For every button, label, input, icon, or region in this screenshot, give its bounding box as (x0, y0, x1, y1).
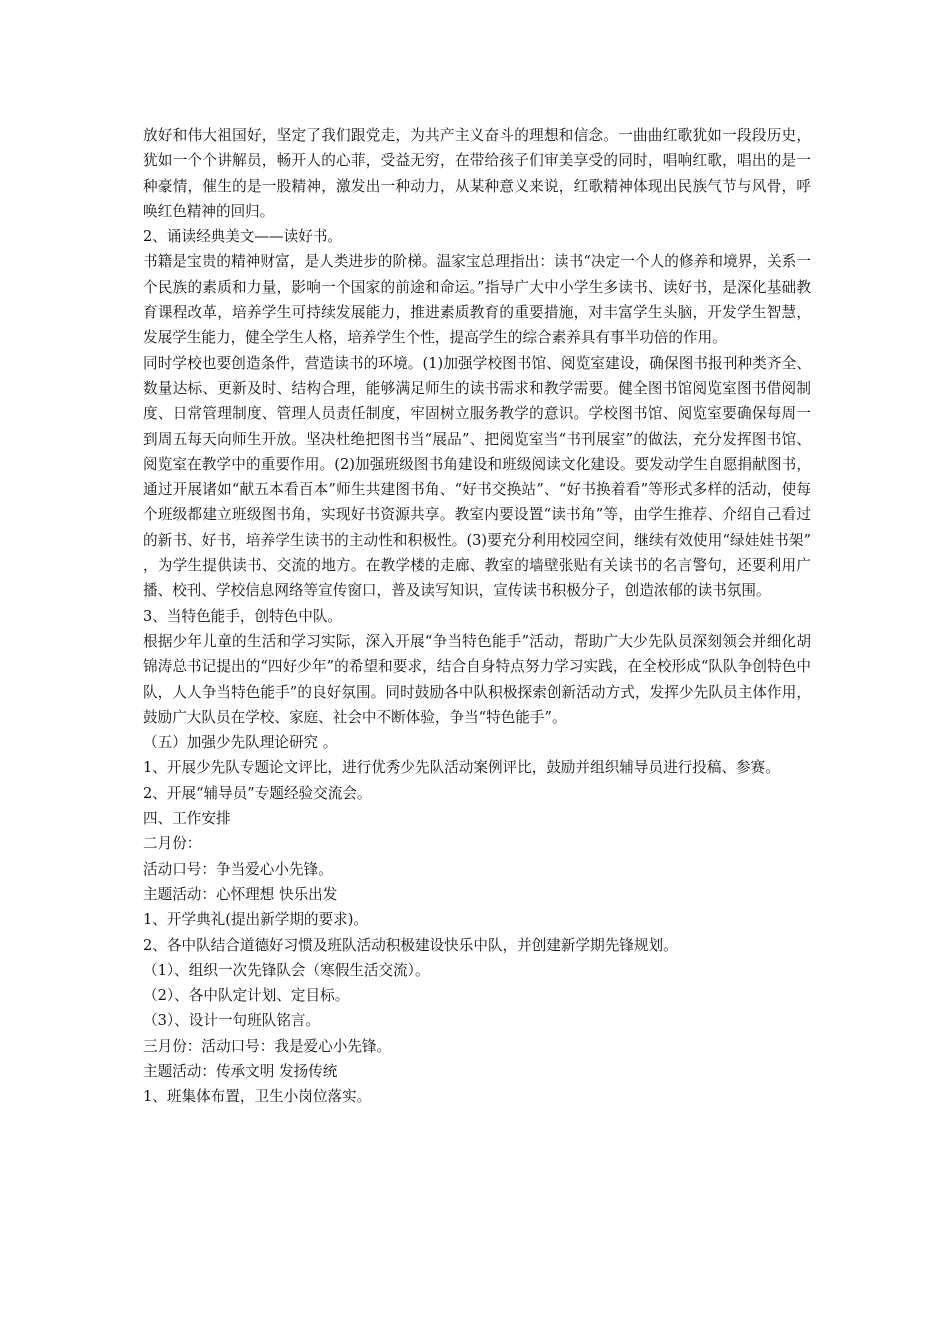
paragraph-books-value: 书籍是宝贵的精神财富，是人类进步的阶梯。温家宝总理指出：读书“决定一个人的修养和境界，关系一个民族的素质和力量，影响一个国家的前途和命运。”指导广大中小学生多读书、读好书，是深化基础教育课程改革，培养学生可持续发展能力，推进素质教育的重要措施，对丰富学生头脑，开发学生智慧，发展学生能力，健全学生人格，培养学生个性，提高学生的综合素养具有事半功倍的作用。 (143, 253, 811, 347)
list-item-essay-contest: 1、开展少先队专题论文评比，进行优秀少先队活动案例评比，鼓励并组织辅导员进行投稿、参赛。 (143, 759, 780, 777)
february-subitem-3: （3）、设计一句班队铭言。 (143, 1012, 321, 1030)
march-theme: 主题活动：传承文明 发扬传统 (143, 1062, 338, 1080)
paragraph-red-songs: 放好和伟大祖国好，坚定了我们跟党走，为共产主义奋斗的理想和信念。一曲曲红歌犹如一段段历史，犹如一个个讲解员，畅开人的心菲，受益无穷，在带给孩子们审美享受的同时，唱响红歌，唱出的是一种豪情，催生的是一股精神，激发出一种动力，从某种意义来说，红歌精神体现出民族气节与风骨，呼唤红色精神的回归。 (143, 127, 811, 220)
document-page (143, 123, 811, 1110)
paragraph-reading-environment: 同时学校也要创造条件，营造读书的环境。(1)加强学校图书馆、阅览室建设，确保图书报刊种类齐全、数量达标、更新及时、结构合理，能够满足师生的读书需求和教学需要。健全图书馆阅览室图书借阅制度、日常管理制度、管理人员责任制度，牢固树立服务教学的意识。学校图书馆、阅览室要确保每周一到周五每天向师生开放。坚决杜绝把图书当“展品”、把阅览室当“书刊展室”的做法，充分发挥图书馆、阅览室在教学中的重要作用。(2)加强班级图书角建设和班级阅读文化建设。要发动学生自愿捐献图书，通过开展诸如“献五本看百本”师生共建图书角、“好书交换站”、“好书换着看”等形式多样的活动，使每个班级都建立班级图书角，实现好书资源共享。教室内要设置“读书角”等，由学生推荐、介绍自己看过的新书、好书，培养学生读书的主动性和积极性。(3)要充分利用校园空间，继续有效使用“绿娃娃书架”，为学生提供读书、交流的地方。在教学楼的走廊、教室的墙壁张贴有关读书的名言警句，还要利用广播、校刊、学校信息网络等宣传窗口，普及读写知识，宣传读书积极分子，创造浓郁的读书氛围。 (143, 354, 811, 600)
february-subitem-1: （1）、组织一次先锋队会（寒假生活交流）。 (143, 961, 430, 979)
heading-special-skills: 3、当特色能手，创特色中队。 (143, 607, 343, 625)
february-subitem-2: （2）、各中队定计划、定目标。 (143, 987, 350, 1005)
heading-work-schedule: 四、工作安排 (143, 810, 231, 828)
march-item-1: 1、班集体布置，卫生小岗位落实。 (143, 1088, 372, 1106)
heading-read-classics: 2、诵读经典美文——读好书。 (143, 228, 343, 246)
list-item-experience-exchange: 2、开展“辅导员”专题经验交流会。 (143, 784, 372, 802)
month-february: 二月份： (143, 835, 202, 853)
month-march-slogan: 三月份：活动口号：我是爱心小先锋。 (143, 1037, 392, 1055)
february-item-1: 1、开学典礼(提出新学期的要求)。 (143, 911, 368, 929)
february-slogan: 活动口号：争当爱心小先锋。 (143, 860, 333, 878)
heading-theory-research: （五）加强少先队理论研究 。 (143, 734, 338, 752)
february-theme: 主题活动：心怀理想 快乐出发 (143, 885, 338, 903)
paragraph-special-skills: 根据少年儿童的生活和学习实际，深入开展“争当特色能手”活动，帮助广大少先队员深刻领会并细化胡锦涛总书记提出的“四好少年”的希望和要求，结合自身特点努力学习实践，在全校形成“队队争创特色中队，人人争当特色能手”的良好氛围。同时鼓励各中队积极探索创新活动方式，发挥少先队员主体作用，鼓励广大队员在学校、家庭、社会中不断体验，争当“特色能手”。 (143, 632, 811, 726)
february-item-2: 2、各中队结合道德好习惯及班队活动积极建设快乐中队，并创建新学期先锋规划。 (143, 936, 678, 954)
